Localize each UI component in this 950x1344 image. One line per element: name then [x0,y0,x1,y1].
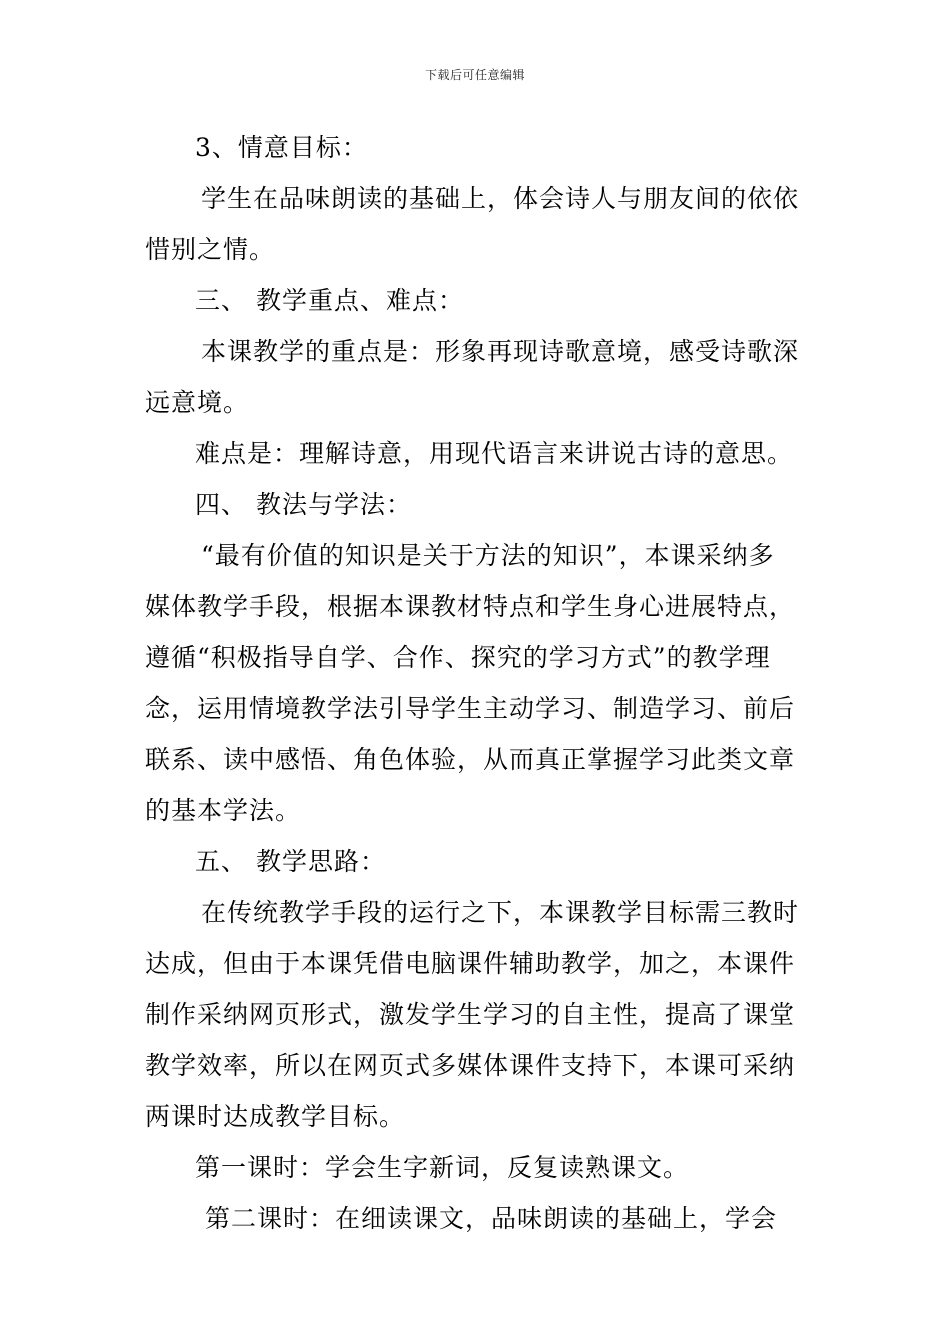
section-heading: 四、 教法与学法： [195,490,412,519]
body-line: 第二课时：在细读课文，品味朗读的基础上，学会 [205,1204,778,1233]
body-line: “最有价值的知识是关于方法的知识”，本课采纳多 [201,541,775,570]
header-note: 下载后可任意编辑 [424,68,525,82]
body-line: 念，运用情境教学法引导学生主动学习、制造学习、前后 [145,694,796,723]
body-line: 制作采纳网页形式，激发学生学习的自主性，提高了课堂 [145,1000,796,1029]
body-line: 媒体教学手段，根据本课教材特点和学生身心进展特点， [145,592,796,621]
section-heading: 五、 教学思路： [195,847,386,876]
body-line: 两课时达成教学目标。 [145,1102,406,1131]
body-line: 的基本学法。 [145,796,302,825]
body-line: 联系、读中感悟、角色体验，从而真正掌握学习此类文章 [145,745,796,774]
section-heading: 三、 教学重点、难点： [195,286,464,315]
body-line: 3、情意目标： [195,133,368,162]
body-line: 学生在品味朗读的基础上，体会诗人与朋友间的依依 [201,184,800,213]
body-line: 第一课时：学会生字新词，反复读熟课文。 [195,1153,690,1182]
body-line: 遵循“积极指导自学、合作、探究的学习方式”的教学理 [145,643,771,672]
body-line: 本课教学的重点是：形象再现诗歌意境，感受诗歌深 [201,337,800,366]
body-line: 难点是：理解诗意，用现代语言来讲说古诗的意思。 [195,439,794,468]
body-line: 惜别之情。 [145,235,276,264]
body-line: 达成，但由于本课凭借电脑课件辅助教学，加之，本课件 [145,949,796,978]
document-body [145,122,815,1244]
body-line: 远意境。 [145,388,250,417]
body-line: 在传统教学手段的运行之下，本课教学目标需三教时 [201,898,800,927]
body-line: 教学效率，所以在网页式多媒体课件支持下，本课可采纳 [145,1051,796,1080]
